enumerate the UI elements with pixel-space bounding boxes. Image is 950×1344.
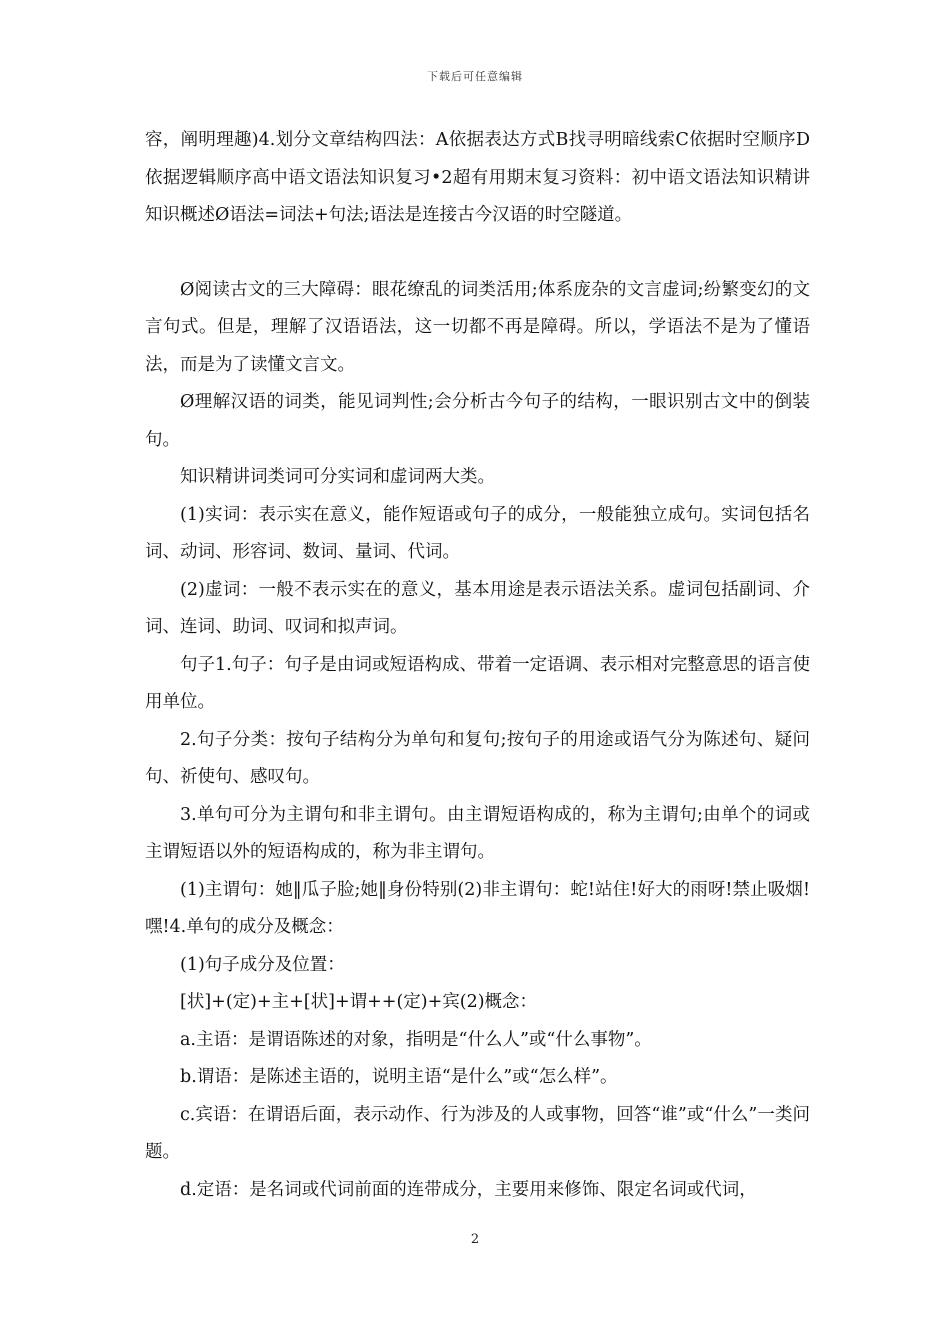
page-header: 下载后可任意编辑 [427,70,523,83]
paragraph-gap [145,235,810,272]
page-number: 2 [470,1232,480,1247]
paragraph-attributive: d.定语：是名词或代词前面的连带成分，主要用来修饰、限定名词或代词， [180,1179,757,1200]
paragraph-continuation: 容，阐明理趣)4.划分文章结构四法：A依据表达方式B找寻明暗线索C依据时空顺序D依据逻辑顺序高中语文语法知识复习•2超有用期末复习资料：初中语文语法知识精讲知识概述Ø语法=词法+句法;语法是连接古今汉语的时空隧道。 [145,130,810,225]
document-body [145,122,810,1209]
paragraph-sentence-examples: (1)主谓句：她‖瓜子脸;她‖身份特别(2)非主谓句：蛇!站住!好大的雨呀!禁止吸烟!嘿!4.单句的成分及概念： [145,879,810,937]
paragraph-word-classes-goal: Ø理解汉语的词类，能见词判性;会分析古今句子的结构，一眼识别古文中的倒装句。 [145,392,810,450]
paragraph-knowledge-intro: 知识精讲词类词可分实词和虚词两大类。 [180,467,495,487]
paragraph-sentence-definition: 句子1.句子：句子是由词或短语构成、带着一定语调、表示相对完整意思的语言使用单位。 [145,654,810,712]
paragraph-sentence-components: (1)句子成分及位置： [180,954,345,975]
paragraph-function-words: (2)虚词：一般不表示实在的意义，基本用途是表示语法关系。虚词包括副词、介词、连词、助词、叹词和拟声词。 [145,579,810,637]
paragraph-predicate: b.谓语：是陈述主语的，说明主语“是什么”或“怎么样”。 [180,1067,618,1087]
paragraph-simple-sentences: 3.单句可分为主谓句和非主谓句。由主谓短语构成的，称为主谓句;由单个的词或主谓短语以外的短语构成的，称为非主谓句。 [145,804,810,862]
paragraph-subject: a.主语：是谓语陈述的对象，指明是“什么人”或“什么事物”。 [180,1029,652,1050]
paragraph-reading-obstacles: Ø阅读古文的三大障碍：眼花缭乱的词类活用;体系庞杂的文言虚词;纷繁变幻的文言句式。但是，理解了汉语语法，这一切都不再是障碍。所以，学语法不是为了懂语法，而是为了读懂文言文。 [145,279,810,375]
paragraph-content-words: (1)实词：表示实在意义，能作短语或句子的成分，一般能独立成句。实词包括名词、动词、形容词、数词、量词、代词。 [145,504,810,562]
paragraph-sentence-classification: 2.句子分类：按句子结构分为单句和复句;按句子的用途或语气分为陈述句、疑问句、祈使句、感叹句。 [145,729,810,787]
paragraph-component-order: [状]+(定)+主+[状]+谓++(定)+宾(2)概念： [180,992,538,1012]
paragraph-object: c.宾语：在谓语后面，表示动作、行为涉及的人或事物，回答“谁”或“什么”一类问题。 [145,1104,810,1162]
